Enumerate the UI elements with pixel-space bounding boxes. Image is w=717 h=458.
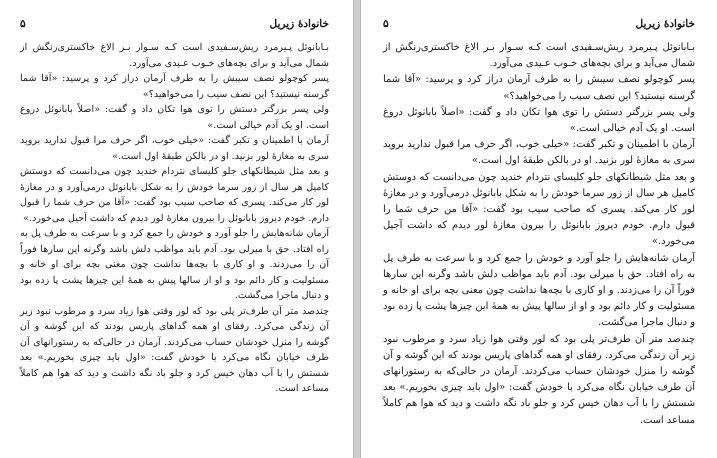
paragraph: بـابانوئل پـیرمرد ریش‌سـفیدی است کـه سـوار بـر الاغ خاکستری‌رنگش از شمال می‌آید و برای بچه‌های خـوب عـیدی می‌آورد.: [383, 42, 695, 70]
page-body: [20, 40, 329, 397]
page-header: [20, 18, 329, 32]
paragraph: و بعد مثل شیطانکهای جلو کلیسای نتردام خندید چون می‌دانست که دوستش کامیل هر سال از زور سرما خودش را به شکل بابانوئل درمی‌آورد و در مغازهٔ لور کار می‌کند. پسری که صاحب سیب بود گفت: «آقا من حرف شما را قبول دارم. خودم دیروز بابانوئل را بیرون مغازهٔ لور دیدم که داشت آجیل می‌خورد.»: [20, 166, 329, 224]
paragraph: چندصد متر آن طرف‌تر پلی بود که لور وقتی هوا زیاد سرد و مرطوب نبود زیر آن زندگی می‌کرد. رفقای او همه گداهای پاریس بودند که این گوشه و آن گوشه را منزل خودشان حساب می‌کردند. آرمان در حالی‌که به رستورانهای آن طرف خیابان نگاه می‌کرد با خودش گفت: «اول باید چیزی بخوریم.» بعد شستش را با آب دهان خیس کرد و جلو باد نگه داشت و دید که هوا هم کاملاً مساعد است.: [383, 333, 695, 426]
paragraph: آرمان شانه‌هایش را جلو آورد و خودش را جمع کرد و با سرعت به طرف پل به راه افتاد. حق با میرلی بود. آدم باید مواظب دلش باشد وگرنه این سارها فوراً آن را می‌زدند. و او کاری با بچه‌ها نداشت چون معنی بچه برای او خانه و مسئولیت و کار دائم بود و او از سالها پیش به همهٔ این چیزها پشت پا زده بود و دنبال ماجرا می‌گشت.: [383, 252, 695, 329]
paragraph: پسر کوچولو نصف سیبش را به طرف آرمان دراز کرد و پرسید: «آقا شما گرسنه نیستید؟ این نصف سیب را می‌خواهید؟»: [20, 73, 329, 100]
paragraph: بـابانوئل پـیرمرد ریش‌سـفیدی است کـه سـوار بـر الاغ خاکستری‌رنگش از شمال می‌آید و برای بچه‌های خـوب عـیدی می‌آورد.: [20, 42, 329, 69]
paragraph: پسر کوچولو نصف سیبش را به طرف آرمان دراز کرد و پرسید: «آقا شما گرسنه نیستید؟ این نصف سیب را می‌خواهید؟»: [383, 74, 695, 102]
page-number: ۵: [20, 18, 26, 30]
book-page-right: [360, 0, 717, 458]
paragraph: ولی پسر بزرگتر دستش را توی هوا تکان داد و گفت: «اصلاً بابانوئل دروغ است. او یک آدم خیالی است.»: [20, 104, 329, 131]
paragraph: آرمان شانه‌هایش را جلو آورد و خودش را جمع کرد و با سرعت به طرف پل به راه افتاد. حق با میرلی بود. آدم باید مواظب دلش باشد وگرنه این سارها فوراً آن را می‌زدند. و او کاری با بچه‌ها نداشت چون معنی بچه برای او خانه و مسئولیت و کار دائم بود و او از سالها پیش به همهٔ این چیزها پشت پا زده بود و دنبال ماجرا می‌گشت.: [20, 228, 329, 301]
paragraph: آرمان با اطمینان و تکبر گفت: «خیلی خوب، اگر حرف مرا قبول ندارید بروید سری به مغازهٔ لور بزنید. او در بالکن طبقهٔ اول است.»: [383, 139, 695, 167]
running-title: خانوادهٔ زیریل: [635, 18, 695, 30]
book-page-left: [0, 0, 354, 458]
paragraph: چندصد متر آن طرف‌تر پلی بود که لور وقتی هوا زیاد سرد و مرطوب نبود زیر آن زندگی می‌کرد. رفقای او همه گداهای پاریس بودند که این گوشه و آن گوشه را منزل خودشان حساب می‌کردند. آرمان در حالی‌که به رستورانهای آن طرف خیابان نگاه می‌کرد با خودش گفت: «اول باید چیزی بخوریم.» بعد شستش را با آب دهان خیس کرد و جلو باد نگه داشت و دید که هوا هم کاملاً مساعد است.: [20, 305, 329, 394]
paragraph: و بعد مثل شیطانکهای جلو کلیسای نتردام خندید چون می‌دانست که دوستش کامیل هر سال از زور سرما خودش را به شکل بابانوئل درمی‌آورد و در مغازهٔ لور کار می‌کند. پسری که صاحب سیب بود گفت: «آقا من حرف شما را قبول دارم. خودم دیروز بابانوئل را بیرون مغازهٔ لور دیدم که داشت آجیل می‌خورد.»: [383, 171, 695, 248]
page-number: ۵: [383, 18, 389, 30]
page-header: [383, 18, 695, 32]
paragraph: آرمان با اطمینان و تکبر گفت: «خیلی خوب، اگر حرف مرا قبول ندارید بروید سری به مغازهٔ لور بزنید. او در بالکن طبقهٔ اول است.»: [20, 135, 329, 162]
running-title: خانوادهٔ زیریل: [269, 18, 329, 30]
page-body: [383, 40, 695, 429]
paragraph: ولی پسر بزرگتر دستش را توی هوا تکان داد و گفت: «اصلاً بابانوئل دروغ است. او یک آدم خیالی است.»: [383, 106, 695, 135]
